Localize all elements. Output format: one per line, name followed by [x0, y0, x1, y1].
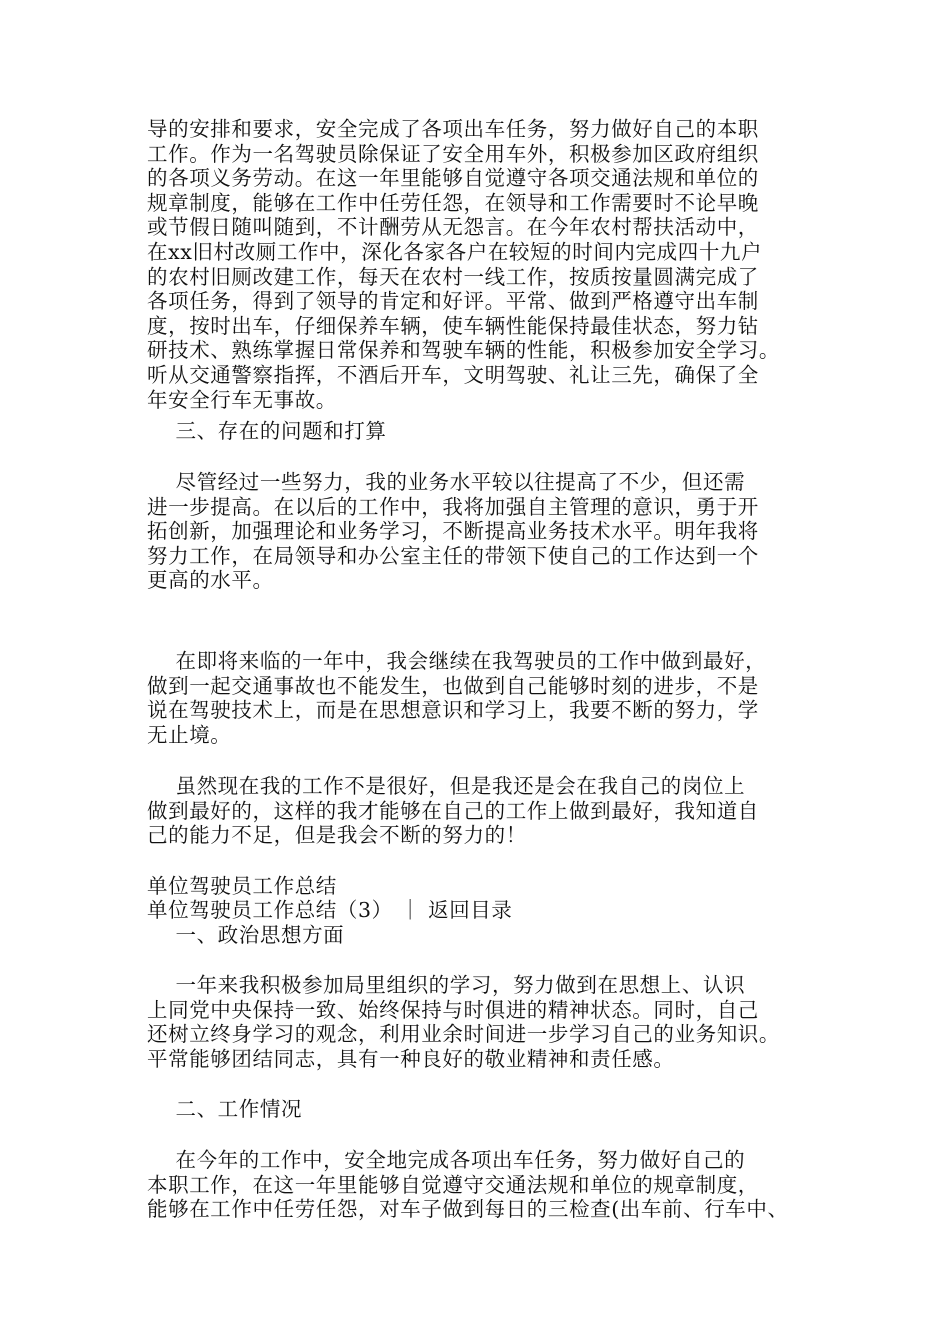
paragraph-although: 虽然现在我的工作不是很好，但是我还是会在我自己的岗位上 做到最好的，这样的我才能够在自己的工作上做到最好，我知道自 己的能力不足，但是我会不断的努力的！ — [147, 774, 759, 848]
section-heading-politics: 一、政治思想方面 — [147, 923, 345, 947]
section-heading-work: 二、工作情况 — [147, 1097, 303, 1121]
paragraph-work: 在今年的工作中，安全地完成各项出车任务，努力做好自己的 本职工作，在这一年里能够自觉遵守交通法规和单位的规章制度， 能够在工作中任劳任怨，对车子做到每日的三检查(出车前、行车中、 — [147, 1148, 789, 1222]
section-heading-problems: 三、存在的问题和打算 — [147, 419, 387, 443]
continued-paragraph: 导的安排和要求，安全完成了各项出车任务，努力做好自己的本职 工作。作为一名驾驶员除保证了安全用车外，积极参加区政府组织 的各项义务劳动。在这一年里能够自觉遵守各项交通法规和单位的 规章制度，能够在工作中任劳任怨，在领导和工作需要时不论早晚 或节假日随叫随到，不计酬劳从无怨言。在今年农村帮扶活动中， 在xx旧村改厕工作中，深化各家各户在较短的时间内完成四十九户 的农村旧厕改建工作，每天在农村一线工作，按质按量圆满完成了 各项任务，得到了领导的肯定和好评。平常、做到严格遵守出车制 度，按时出车，仔细保养车辆，使车辆性能保持最佳状态，努力钻 研技术、熟练掌握日常保养和驾驶车辆的性能，积极参加安全学习。 听从交通警察指挥，不酒后开车，文明驾驶、礼让三先，确保了全 年安全行车无事故。 — [147, 117, 780, 412]
paragraph-politics: 一年来我积极参加局里组织的学习，努力做到在思想上、认识 上同党中央保持一致、始终保持与时俱进的精神状态。同时，自己 还树立终身学习的观念，利用业余时间进一步学习自己的业务知识。 平常能够团结同志，具有一种良好的敬业精神和责任感。 — [147, 973, 780, 1071]
document-title: 单位驾驶员工作总结 — [147, 874, 337, 898]
link-separator: ｜ — [392, 898, 429, 922]
paragraph-problems-plans: 尽管经过一些努力，我的业务水平较以往提高了不少，但还需 进一步提高。在以后的工作中，我将加强自主管理的意识，勇于开 拓创新，加强理论和业务学习，不断提高业务技术水平。明年我将 努力工作，在局领导和办公室主任的带领下使自己的工作达到一个 更高的水平。 — [147, 470, 759, 593]
document-subtitle-line — [147, 898, 837, 923]
paragraph-coming-year: 在即将来临的一年中，我会继续在我驾驶员的工作中做到最好， 做到一起交通事故也不能发生，也做到自己能够时刻的进步，不是 说在驾驶技术上，而是在思想意识和学习上，我要不断的努力，学 无止境。 — [147, 649, 767, 747]
return-to-contents-link[interactable]: 返回目录 — [428, 898, 513, 922]
subtitle-summary-3: 单位驾驶员工作总结（3） — [147, 898, 393, 922]
